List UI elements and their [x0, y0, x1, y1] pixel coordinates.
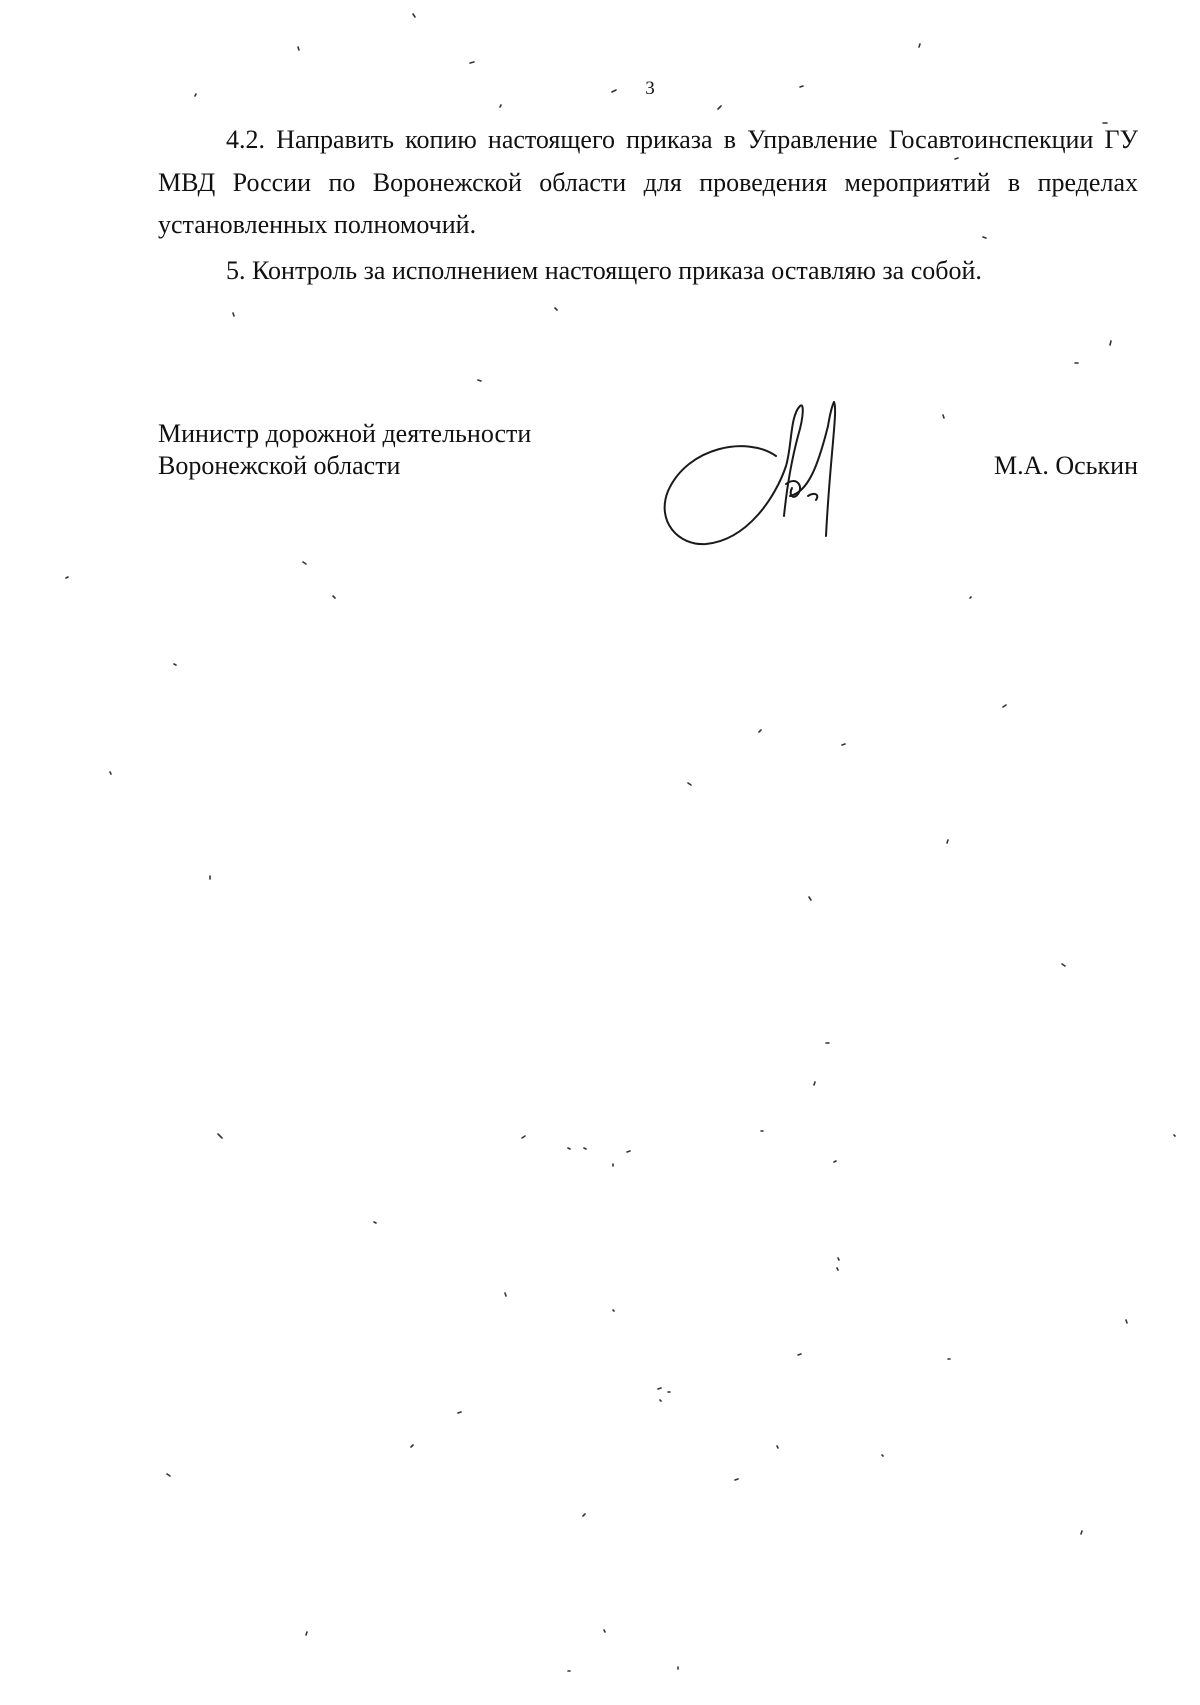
- signer-position: [158, 418, 531, 482]
- signature-block: [158, 418, 1138, 558]
- paragraph-5: 5. Контроль за исполнением настоящего приказа оставляю за собой.: [226, 255, 982, 285]
- handwritten-signature: [658, 396, 848, 556]
- signer-position-line-1: Министр дорожной деятельности: [158, 419, 532, 448]
- page-number: 3: [645, 78, 655, 99]
- signer-position-line-2: Воронежской области: [158, 451, 401, 480]
- signer-name: М.А. Оськин: [993, 451, 1138, 480]
- paragraph-4-2: 4.2. Направить копию настоящего приказа в Управление Госавтоинспекции ГУ МВД России по Воронежской области для проведения мероприятий в пределах установленных полномочий.: [158, 125, 1138, 239]
- document-body: [158, 119, 1138, 295]
